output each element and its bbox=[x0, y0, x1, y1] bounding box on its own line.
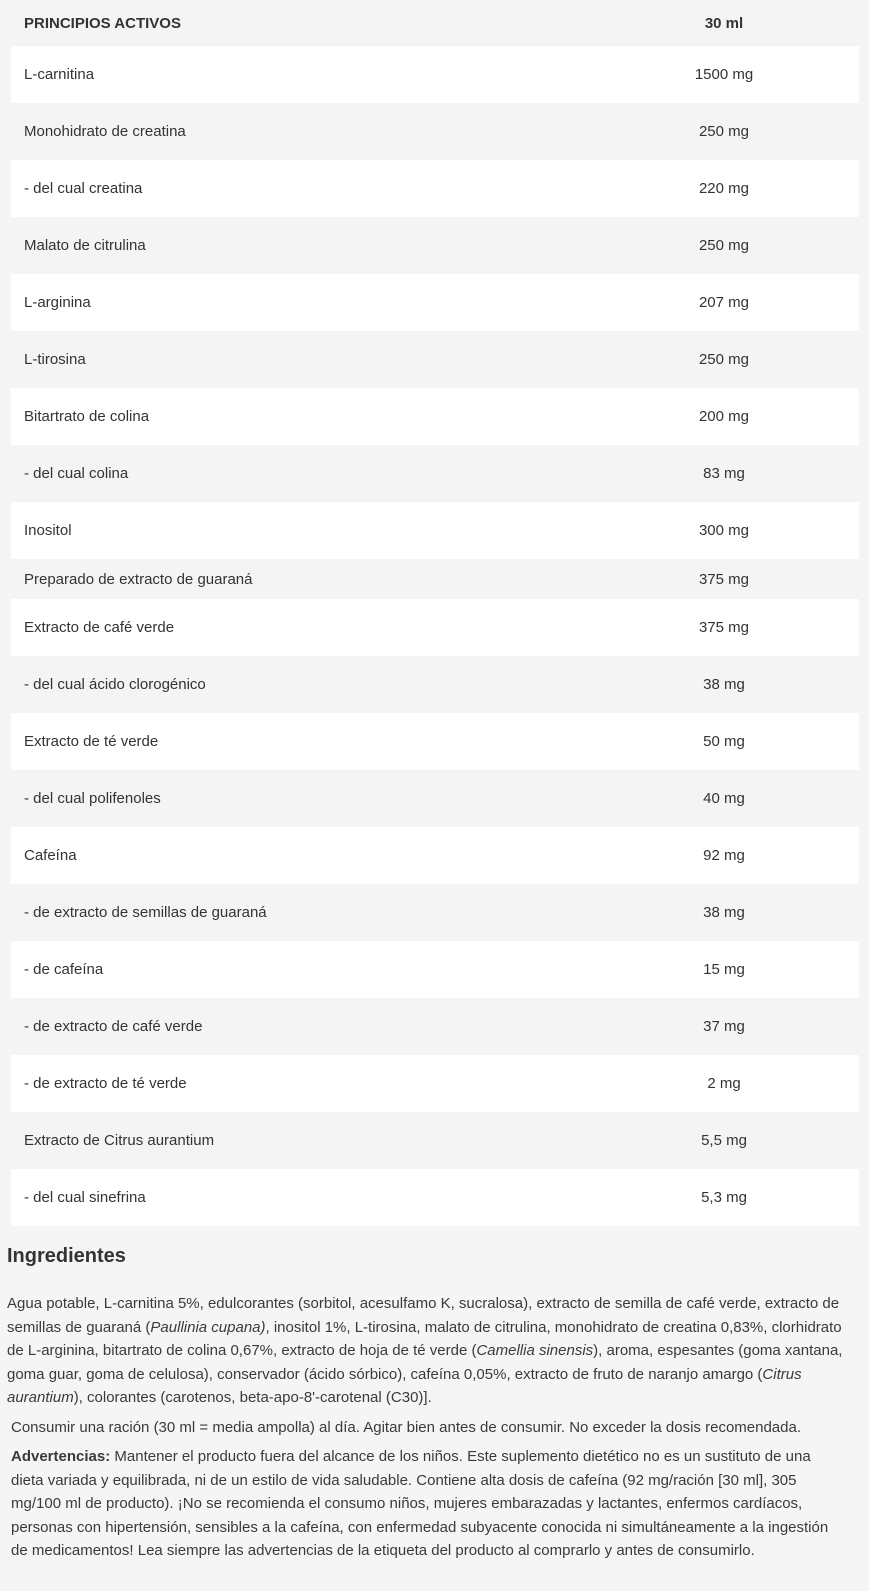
ingredient-name: L-arginina bbox=[24, 294, 91, 311]
ingredient-amount: 375 mg bbox=[698, 570, 750, 588]
ingredient-name: Extracto de té verde bbox=[24, 733, 159, 750]
ingredients-italic-2: Camellia sinensis bbox=[476, 1342, 594, 1359]
ingredient-amount: 1500 mg bbox=[694, 66, 754, 83]
ingredients-part-4: ), colorantes (carotenos, beta-apo-8'-carotenal (C30)]. bbox=[73, 1389, 432, 1406]
ingredient-amount: 250 mg bbox=[698, 237, 750, 254]
ingredient-amount: 92 mg bbox=[703, 847, 745, 864]
ingredient-name: - de cafeína bbox=[24, 961, 104, 978]
table-row bbox=[11, 103, 859, 160]
table-row bbox=[11, 217, 859, 274]
header-name: PRINCIPIOS ACTIVOS bbox=[24, 14, 181, 32]
ingredient-amount: 83 mg bbox=[703, 465, 745, 482]
ingredient-amount: 220 mg bbox=[698, 180, 750, 197]
ingredient-name: - del cual sinefrina bbox=[24, 1189, 146, 1206]
ingredient-name: Monohidrato de creatina bbox=[24, 123, 186, 140]
table-row bbox=[11, 941, 859, 998]
table-row bbox=[11, 599, 859, 656]
active-ingredients-table bbox=[11, 0, 859, 1226]
table-row bbox=[11, 713, 859, 770]
ingredient-amount: 375 mg bbox=[698, 619, 750, 636]
ingredient-amount: 250 mg bbox=[698, 123, 750, 140]
ingredient-amount: 300 mg bbox=[698, 522, 750, 539]
table-row bbox=[11, 770, 859, 827]
ingredients-part-3: ), aroma, espesantes (goma xantana, goma guar, goma de celulosa), conservador (ácido sórbico), cafeína 0,05%, extracto de fruto de naranjo amargo ( bbox=[7, 1342, 843, 1383]
ingredient-name: - del cual colina bbox=[24, 465, 129, 482]
ingredient-name: - de extracto de café verde bbox=[24, 1018, 203, 1035]
ingredients-text bbox=[7, 1292, 847, 1410]
table-row bbox=[11, 46, 859, 103]
header-value: 30 ml bbox=[704, 14, 744, 32]
ingredient-amount: 38 mg bbox=[703, 676, 745, 693]
table-row bbox=[11, 884, 859, 941]
ingredients-italic-1: Paullinia cupana) bbox=[150, 1318, 266, 1336]
table-header-row bbox=[11, 0, 859, 46]
table-row bbox=[11, 445, 859, 502]
table-row bbox=[11, 274, 859, 331]
ingredient-amount: 5,5 mg bbox=[701, 1132, 747, 1149]
ingredients-part-2: , inositol 1%, L-tirosina, malato de citrulina, monohidrato de creatina 0,83%, clorhidrato de L-arginina, bitartrato de colina 0,67%, extracto de hoja de té verde ( bbox=[7, 1318, 842, 1359]
ingredient-name: - del cual polifenoles bbox=[24, 790, 161, 807]
ingredient-name: Inositol bbox=[24, 522, 72, 539]
ingredient-amount: 5,3 mg bbox=[701, 1189, 747, 1206]
warnings-text bbox=[7, 1445, 847, 1563]
ingredient-amount: 50 mg bbox=[703, 733, 745, 750]
table-row bbox=[11, 827, 859, 884]
ingredient-name: Cafeína bbox=[24, 847, 77, 864]
product-info-section bbox=[7, 1240, 847, 1563]
table-row bbox=[11, 1112, 859, 1169]
ingredient-name: Bitartrato de colina bbox=[24, 408, 150, 425]
ingredient-amount: 250 mg bbox=[698, 351, 750, 368]
table-row bbox=[11, 1055, 859, 1112]
ingredient-name: L-tirosina bbox=[24, 351, 86, 368]
warnings-label: Advertencias: bbox=[11, 1448, 111, 1465]
table-row bbox=[11, 331, 859, 388]
ingredient-name: Extracto de café verde bbox=[24, 619, 175, 636]
table-row bbox=[11, 388, 859, 445]
table-row bbox=[11, 502, 859, 559]
ingredient-amount: 40 mg bbox=[703, 790, 745, 807]
ingredient-amount: 38 mg bbox=[703, 904, 745, 921]
ingredient-amount: 37 mg bbox=[703, 1018, 745, 1035]
ingredient-name: - de extracto de té verde bbox=[24, 1075, 187, 1092]
ingredient-name: L-carnitina bbox=[24, 66, 95, 83]
ingredient-amount: 2 mg bbox=[707, 1075, 741, 1092]
table-row bbox=[11, 656, 859, 713]
ingredients-part-1: Agua potable, L-carnitina 5%, edulcorantes (sorbitol, acesulfamo K, sucralosa), extracto de semilla de café verde, extracto de semillas de guaraná ( bbox=[7, 1295, 840, 1336]
ingredient-amount: 207 mg bbox=[698, 294, 750, 311]
warnings-body: Mantener el producto fuera del alcance de los niños. Este suplemento dietético no es un sustituto de una dieta variada y equilibrada, ni de un estilo de vida saludable. Contiene alta dosis de cafeína (92 mg/ración [30 ml], 305 mg/100 ml de producto). ¡No se recomienda el consumo niños, mujeres embarazadas y lactantes, enfermos cardíacos, personas con hipertensión, sensibles a la cafeína, con enfermedad subyacente conocida ni simultáneamente a la ingestión de medicamentos! Lea siempre las advertencias de la etiqueta del producto al comprarlo y antes de consumirlo. bbox=[11, 1448, 829, 1559]
table-row bbox=[11, 998, 859, 1055]
ingredient-name: - de extracto de semillas de guaraná bbox=[24, 904, 267, 921]
ingredient-name: - del cual creatina bbox=[24, 180, 143, 197]
ingredient-name: Preparado de extracto de guaraná bbox=[24, 570, 253, 588]
usage-text: Consumir una ración (30 ml = media ampolla) al día. Agitar bien antes de consumir. No exceder la dosis recomendada. bbox=[11, 1418, 801, 1436]
table-row bbox=[11, 1169, 859, 1226]
ingredient-name: Malato de citrulina bbox=[24, 237, 146, 254]
ingredient-name: Extracto de Citrus aurantium bbox=[24, 1132, 215, 1149]
ingredient-name: - del cual ácido clorogénico bbox=[24, 676, 206, 693]
ingredient-amount: 200 mg bbox=[698, 408, 750, 425]
ingredients-heading: Ingredientes bbox=[7, 1245, 126, 1267]
table-row bbox=[11, 559, 859, 599]
ingredient-amount: 15 mg bbox=[703, 961, 745, 978]
table-row bbox=[11, 160, 859, 217]
ingredients-italic-3: Citrus aurantium bbox=[7, 1365, 802, 1406]
